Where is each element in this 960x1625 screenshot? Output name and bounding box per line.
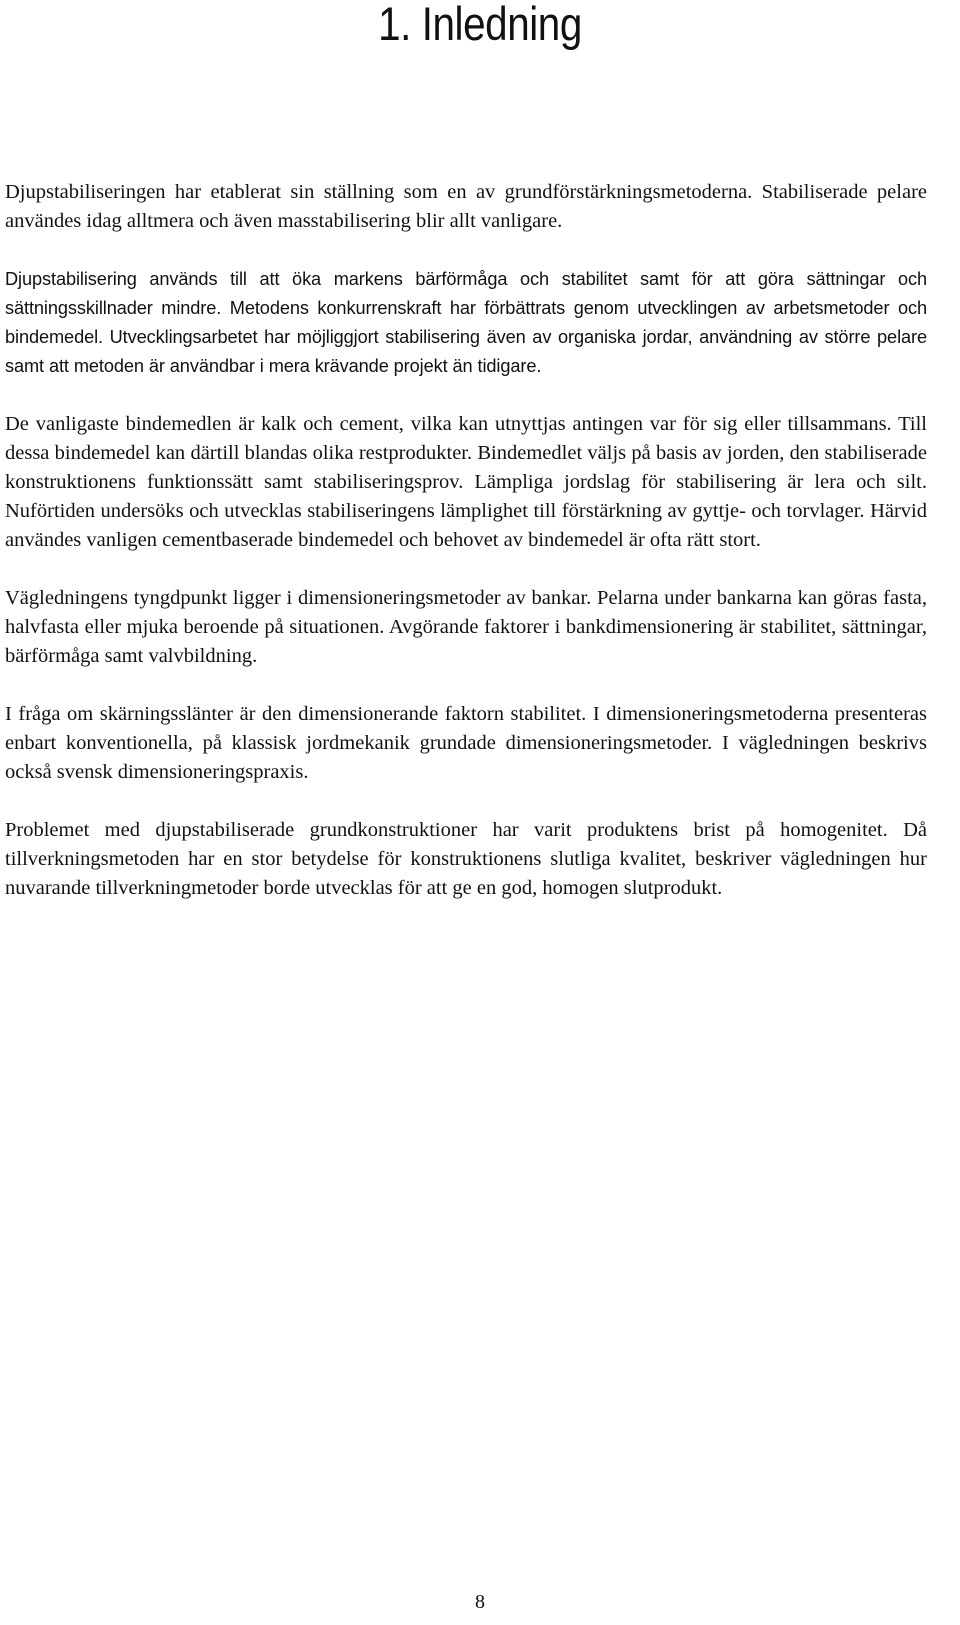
paragraph-1: Djupstabiliseringen har etablerat sin ställning som en av grundförstärkningsmetoderna. Stabiliserade pelare användes idag alltmera och även masstabilisering blir allt vanligare. [5,181,927,232]
paragraph-6: Problemet med djupstabiliserade grundkonstruktioner har varit produktens brist på homogenitet. Då tillverkningsmetoden har en stor betydelse för konstruktionens slutliga kvalitet, beskriver vägledningen hur nuvarande tillverkningmetoder borde utvecklas för att ge en god, homogen slutprodukt. [5,819,927,899]
paragraph-5: I fråga om skärningsslänter är den dimensionerande faktorn stabilitet. I dimensioneringsmetoderna presenteras enbart konventionella, på klassisk jordmekanik grundade dimensioneringsmetoder. I vägledningen beskrivs också svensk dimensioneringspraxis. [5,703,927,783]
page-number: 8 [475,1591,485,1613]
paragraph-4: Vägledningens tyngdpunkt ligger i dimensioneringsmetoder av bankar. Pelarna under bankarna kan göras fasta, halvfasta eller mjuka beroende på situationen. Avgörande faktorer i bankdimensionering är stabilitet, sättningar, bärförmåga samt valvbildning. [5,587,927,667]
page-title: 1. Inledning [378,0,582,50]
paragraph-2: Djupstabilisering används till att öka markens bärförmåga och stabilitet samt för att göra sättningar och sättningsskillnader mindre. Metodens konkurrenskraft har förbättrats genom utvecklingen av arbetsmetoder och bindemedel. Utvecklingsarbetet har möjliggjort stabilisering även av organiska jordar, användning av större pelare samt att metoden är användbar i mera krävande projekt än tidigare. [5,269,927,376]
body-text [5,178,927,932]
paragraph-3: De vanligaste bindemedlen är kalk och cement, vilka kan utnyttjas antingen var för sig eller tillsammans. Till dessa bindemedel kan därtill blandas olika restprodukter. Bindemedlet väljs på basis av jorden, den stabiliserade konstruktionens funktionssätt samt stabiliseringsprov. Lämpliga jordslag för stabilisering är lera och silt. Nuförtiden undersöks och utvecklas stabiliseringens lämplighet till förstärkning av gyttje- och torvlager. Härvid användes vanligen cementbaserade bindemedel och behovet av bindemedel är ofta rätt stort. [5,413,927,551]
